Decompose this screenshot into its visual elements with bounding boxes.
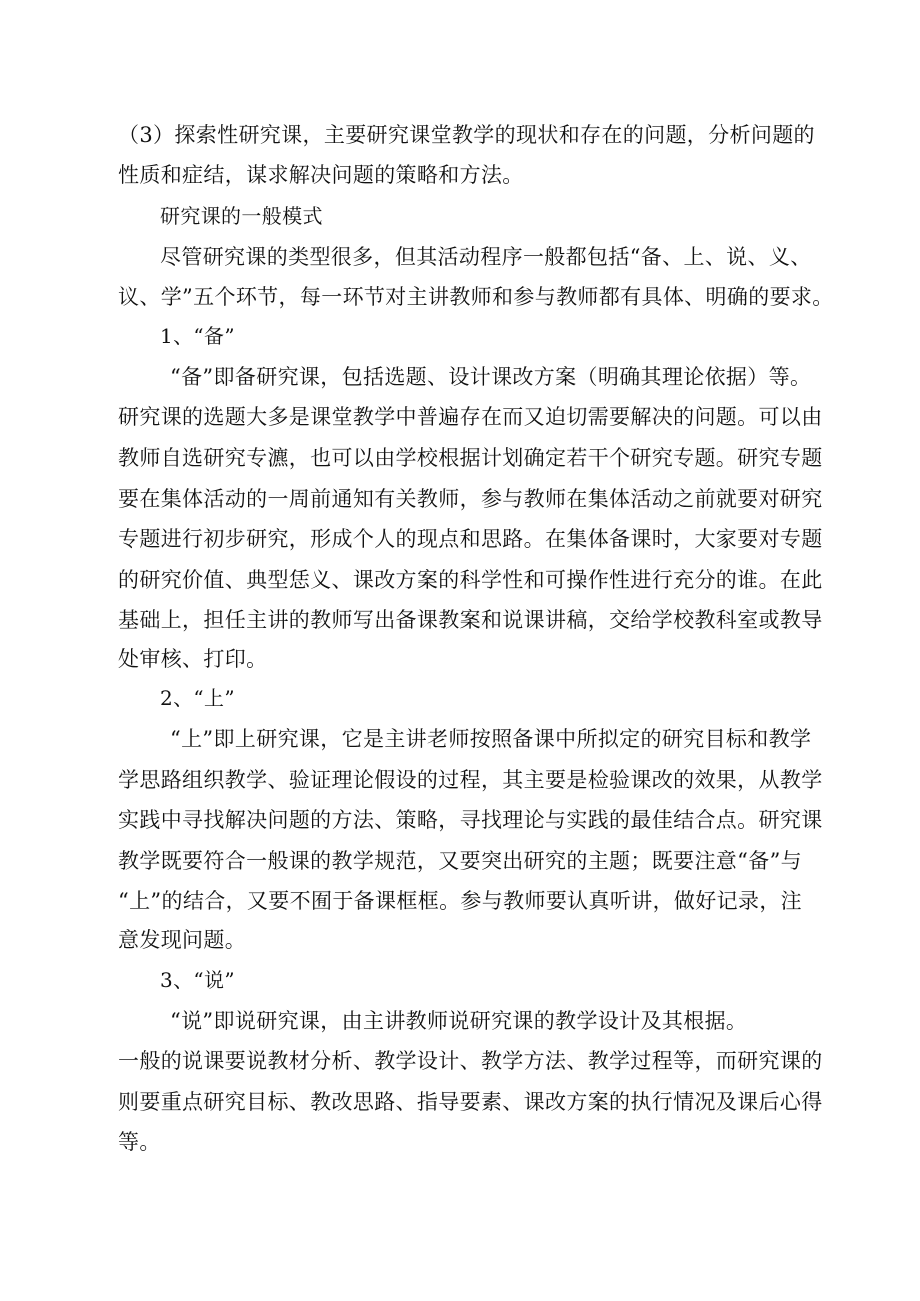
paragraph-line: 意发现问题。 xyxy=(118,928,247,952)
paragraph-line: 议、学”五个环节，每一环节对主讲教师和参与教师都有具体、明确的要求。 xyxy=(118,285,834,309)
paragraph-line: “上”的结合，又要不囿于备课框框。参与教师要认真听讲，做好记录，注 xyxy=(118,889,803,913)
paragraph-line: “上”即上研究课，它是主讲老师按照备课中所拟定的研究目标和教学 xyxy=(170,727,812,751)
paragraph-line: 教学既要符合一般课的教学规范，又要突出研究的主题；既要注意“备”与 xyxy=(118,849,803,873)
paragraph-line: “备”即备研究课，包括选题、设计课改方案（明确其理论依据）等。 xyxy=(170,365,812,389)
paragraph-line: 教师自选研究专瀌，也可以由学校根据计划确定若干个研究专题。研究专题 xyxy=(118,446,823,470)
paragraph-line: 等。 xyxy=(118,1130,161,1154)
paragraph-line: 实践中寻找解决问题的方法、策略，寻找理论与实践的最佳结合点。研究课 xyxy=(118,808,823,832)
paragraph-line: 专题进行初步研究，形成个人的现点和思路。在集体备课时，大家要对专题 xyxy=(118,527,823,551)
paragraph-line: 要在集体活动的一周前通知有关教师，参与教师在集体活动之前就要对研究 xyxy=(118,487,823,511)
paragraph-line: 一般的说课要说教材分析、教学设计、教学方法、教学过程等，而研究课的 xyxy=(118,1049,823,1073)
paragraph-line: “说”即说研究课，由主讲教师说研究课的教学设计及其根据。 xyxy=(170,1009,748,1033)
paragraph-line: （3）探索性研究课，主要研究课堂教学的现状和存在的问题，分析问题的 xyxy=(118,123,815,147)
paragraph-line: 则要重点研究目标、教改思路、指导要素、课改方案的执行情况及课后心得 xyxy=(118,1090,823,1114)
paragraph-line: 学思路组织教学、验证理论假设的过程，其主要是检验课改的效果，从教学 xyxy=(118,768,823,792)
subsection-heading: 2、“上” xyxy=(160,686,235,710)
paragraph-line: 性质和症结，谋求解决问题的策略和方法。 xyxy=(118,163,524,187)
paragraph-line: 基础上，担任主讲的教师写出备课教案和说课讲稿，交给学校教科室或教导 xyxy=(118,608,823,632)
paragraph-line: 尽管研究课的类型很多，但其活动程序一般都包括“备、上、说、义、 xyxy=(160,245,812,269)
paragraph-line: 处审核、打印。 xyxy=(118,647,268,671)
subsection-heading: 1、“备” xyxy=(160,324,235,348)
section-heading: 研究课的一般模式 xyxy=(160,204,323,228)
paragraph-line: 研究课的选题大多是课堂教学中普遍存在而又迫切需要解决的问题。可以由 xyxy=(118,405,823,429)
paragraph-line: 的研究价值、典型恁义、课改方案的科学性和可操作性进行充分的谁。在此 xyxy=(118,568,823,592)
subsection-heading: 3、“说” xyxy=(160,968,235,992)
